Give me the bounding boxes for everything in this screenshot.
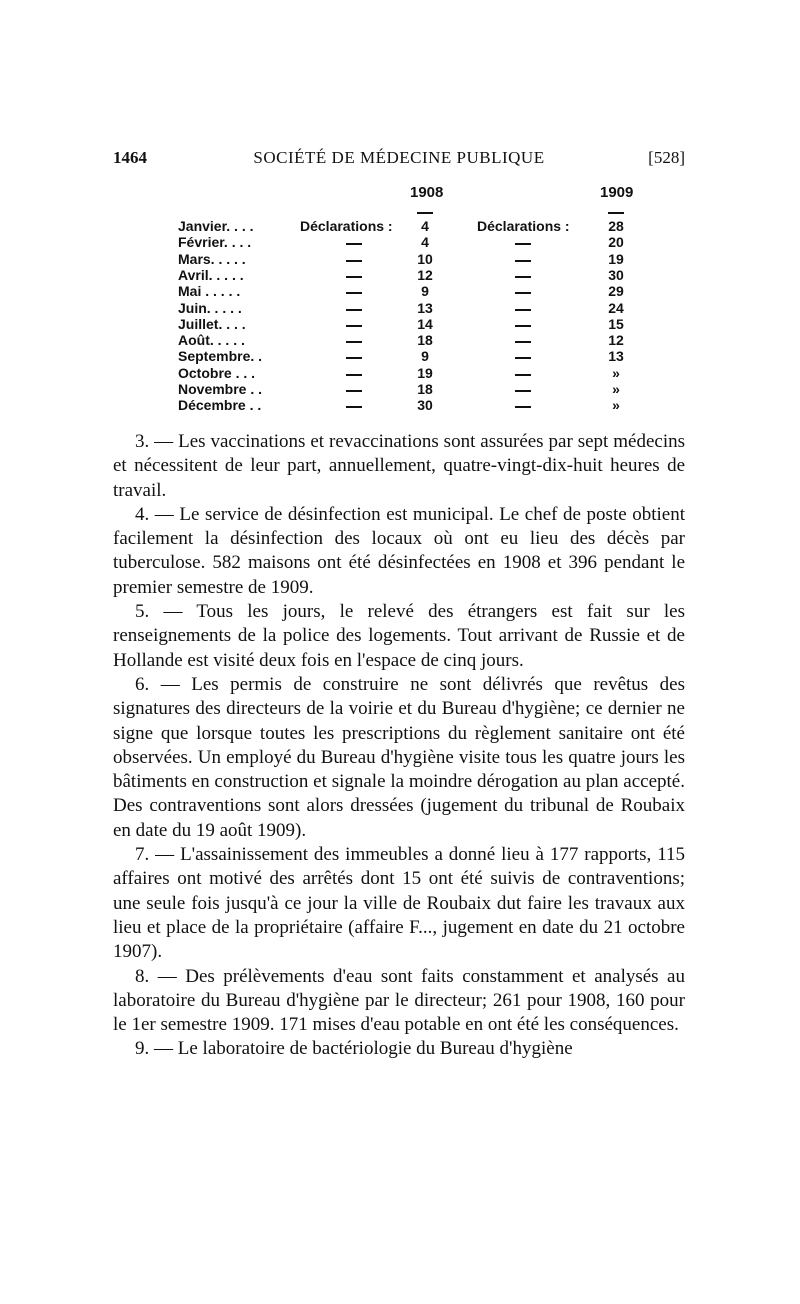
month-label: Janvier. . . . (178, 218, 254, 234)
ditto-dash (515, 243, 531, 245)
value-1908: 10 (417, 250, 433, 267)
value-1908: 18 (417, 381, 433, 397)
paragraph-9: 9. — Le laboratoire de bactériologie du Bureau d'hygiène (135, 1038, 573, 1060)
paragraph-3: 3. — Les vaccinations et revaccinations sont assurées par sept médecins et nécessitent de leur part, annuellement, quatre-vingt-dix-huit heures de travail. (113, 431, 685, 501)
value-1909: 12 (608, 332, 624, 349)
month-label: Octobre . . . (178, 364, 256, 381)
table-row (0, 316, 800, 332)
value-1909: 13 (608, 348, 624, 365)
ditto-dash (515, 276, 531, 278)
ditto-dash (346, 325, 362, 327)
running-title: SOCIÉTÉ DE MÉDECINE PUBLIQUE (253, 148, 545, 167)
ditto-dash (515, 357, 531, 359)
ditto-dash (515, 341, 531, 343)
value-1909: 20 (608, 234, 624, 251)
table-row (0, 218, 800, 234)
month-label: Novembre . . (178, 381, 263, 397)
value-1908: 30 (417, 397, 433, 414)
value-1908: 19 (417, 364, 433, 381)
year-1909-header: 1909 (600, 184, 634, 201)
ditto-dash (346, 292, 362, 294)
ditto-dash (515, 292, 531, 294)
value-1908: 9 (421, 283, 429, 300)
ditto-dash (515, 309, 531, 311)
value-1909: 30 (608, 266, 624, 283)
value-1908: 4 (421, 234, 429, 251)
value-1908: 4 (421, 218, 429, 234)
table-row (0, 267, 800, 283)
value-1909: 29 (608, 283, 624, 300)
month-label: Février. . . . (178, 234, 252, 251)
ditto-dash (515, 374, 531, 376)
ditto-dash (346, 243, 362, 245)
value-1909: 24 (608, 299, 624, 316)
month-label: Mai . . . . . (178, 283, 241, 300)
declarations-label-1909: Déclarations : (477, 218, 570, 234)
ditto-dash (346, 406, 362, 408)
ditto-dash (515, 406, 531, 408)
month-label: Juillet. . . . (178, 315, 246, 332)
value-1909: 19 (608, 250, 624, 267)
ditto-dash (346, 276, 362, 278)
value-1908: 18 (417, 332, 433, 349)
paragraph-6: 6. — Les permis de construire ne sont délivrés que revêtus des signatures des directeurs de la voirie et du Bureau d'hygiène; ce dernier ne signe que lorsque toutes les prescriptions du règlement sanitaire ont été observées. Un employé du Bureau d'hygiène visite tous les quatre jours les bâtiments en construction et signale la moindre dérogation au plan accepté. Des contraventions sont alors dressées (jugement du tribunal de Roubaix en date du 19 août 1909). (113, 673, 685, 841)
table-row (0, 348, 800, 364)
page-number: 1464 (113, 148, 147, 167)
value-1908: 12 (417, 266, 433, 283)
table-row (0, 300, 800, 316)
table-row (0, 234, 800, 250)
year-1908-header: 1908 (410, 184, 444, 201)
table-row (0, 251, 800, 267)
table-row (0, 332, 800, 348)
paragraph-4: 4. — Le service de désinfection est municipal. Le chef de poste obtient facilement la désinfection des locaux où ont eu lieu des décès par tuberculose. 582 maisons ont été désinfectées en 1908 et 396 pendant le premier semestre de 1909. (113, 503, 685, 598)
ditto-dash (346, 374, 362, 376)
ditto-dash (346, 357, 362, 359)
table-row (0, 283, 800, 299)
value-1909: 28 (608, 218, 624, 234)
paragraph-8: 8. — Des prélèvements d'eau sont faits constamment et analysés au laboratoire du Bureau d'hygiène par le directeur; 261 pour 1908, 160 pour le 1er semestre 1909. 171 mises d'eau potable en ont été les conséquences. (113, 965, 685, 1036)
paragraph-5: 5. — Tous les jours, le relevé des étrangers est fait sur les renseignements de la police des logements. Tout arrivant de Russie et de Hollande est visité deux fois en l'espace de cinq jours. (113, 601, 685, 671)
table-row (0, 397, 800, 413)
year-1909-rule (608, 212, 624, 214)
value-1909: » (612, 381, 620, 397)
ditto-dash (346, 390, 362, 392)
ditto-dash (346, 260, 362, 262)
value-1908: 13 (417, 299, 433, 316)
month-label: Avril. . . . . (178, 266, 244, 283)
ditto-dash (515, 325, 531, 327)
value-1909: » (612, 397, 620, 414)
value-1909: 15 (608, 315, 624, 332)
paragraph-7: 7. — L'assainissement des immeubles a donné lieu à 177 rapports, 115 affaires ont motivé des arrêtés dont 15 ont été suivis de contraventions; une seule fois jusqu'à ce jour la ville de Roubaix dut faire les travaux aux lieu et place de la propriétaire (affaire F..., jugement en date du 21 octobre 1907). (113, 844, 685, 963)
month-label: Mars. . . . . (178, 250, 246, 267)
ditto-dash (515, 390, 531, 392)
month-label: Décembre . . (178, 397, 262, 414)
value-1908: 14 (417, 315, 433, 332)
declarations-table (0, 0, 800, 430)
value-1909: » (612, 364, 620, 381)
month-label: Août. . . . . (178, 332, 245, 349)
body-text (113, 430, 685, 1062)
month-label: Juin. . . . . (178, 299, 242, 316)
page-reference: [528] (648, 148, 685, 167)
ditto-dash (515, 260, 531, 262)
value-1908: 9 (421, 348, 429, 365)
table-row (0, 365, 800, 381)
table-row (0, 381, 800, 397)
year-1908-rule (417, 212, 433, 214)
ditto-dash (346, 341, 362, 343)
ditto-dash (346, 309, 362, 311)
month-label: Septembre. . (178, 348, 263, 365)
declarations-label-1908: Déclarations : (300, 218, 393, 234)
